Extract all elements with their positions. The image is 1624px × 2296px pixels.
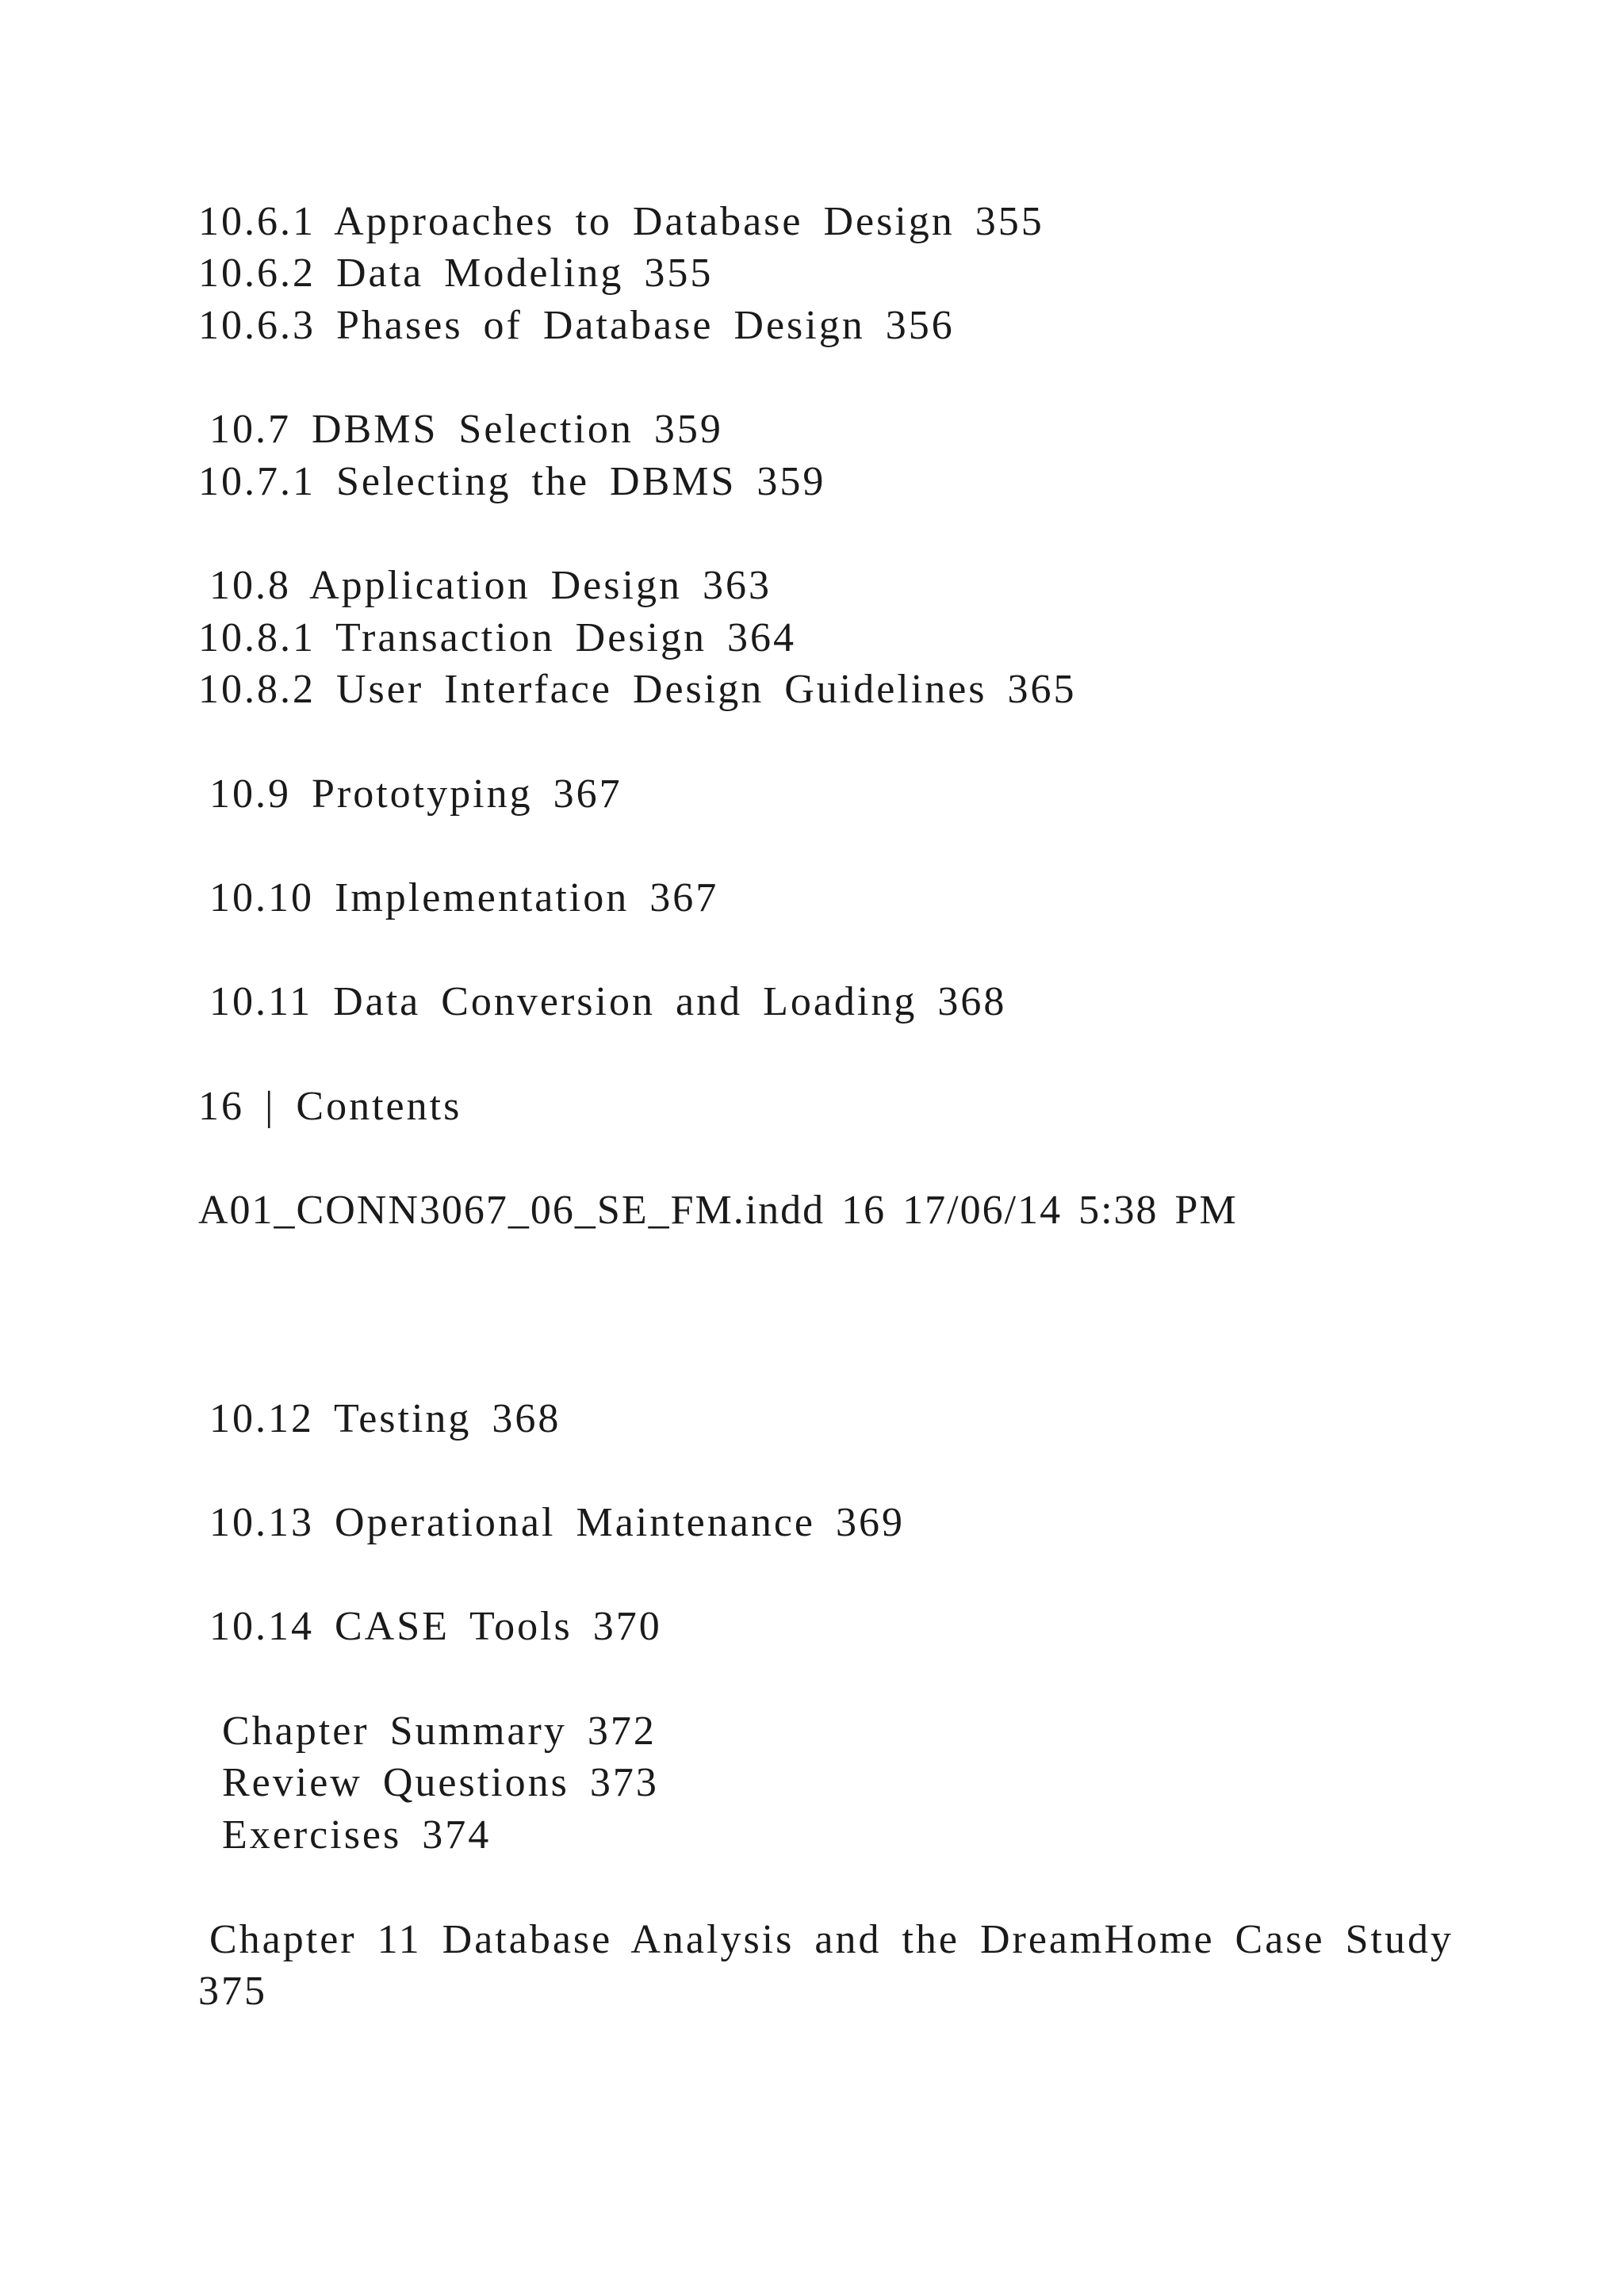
toc-entry-10-6-1: 10.6.1 Approaches to Database Design 355 (198, 199, 1044, 244)
toc-entry-10-7: 10.7 DBMS Selection 359 (209, 407, 723, 452)
toc-entry-10-8-2: 10.8.2 User Interface Design Guidelines 365 (198, 667, 1077, 712)
toc-entry-10-7-1: 10.7.1 Selecting the DBMS 359 (198, 459, 826, 504)
toc-entry-10-8-1: 10.8.1 Transaction Design 364 (198, 615, 796, 660)
toc-entry-chapter-11: Chapter 11 Database Analysis and the DreamHome Case Study (209, 1917, 1454, 1962)
toc-entry-10-9: 10.9 Prototyping 367 (209, 771, 622, 817)
toc-entry-10-6-3: 10.6.3 Phases of Database Design 356 (198, 303, 955, 348)
page-footer-contents: 16 | Contents (198, 1084, 462, 1129)
toc-entry-10-12: 10.12 Testing 368 (209, 1396, 561, 1441)
toc-entry-10-11: 10.11 Data Conversion and Loading 368 (209, 979, 1007, 1024)
toc-entry-10-8: 10.8 Application Design 363 (209, 563, 772, 608)
print-slug: A01_CONN3067_06_SE_FM.indd 16 17/06/14 5:38 PM (198, 1188, 1238, 1233)
toc-entry-10-6-2: 10.6.2 Data Modeling 355 (198, 251, 714, 296)
toc-entry-10-10: 10.10 Implementation 367 (209, 875, 719, 920)
toc-entry-10-13: 10.13 Operational Maintenance 369 (209, 1500, 905, 1545)
toc-entry-10-14: 10.14 CASE Tools 370 (209, 1604, 662, 1649)
toc-entry-exercises: Exercises 374 (222, 1812, 492, 1858)
toc-entry-review-questions: Review Questions 373 (222, 1760, 659, 1805)
toc-entry-chapter-11-page: 375 (198, 1969, 267, 2014)
toc-entry-chapter-summary: Chapter Summary 372 (222, 1709, 657, 1754)
